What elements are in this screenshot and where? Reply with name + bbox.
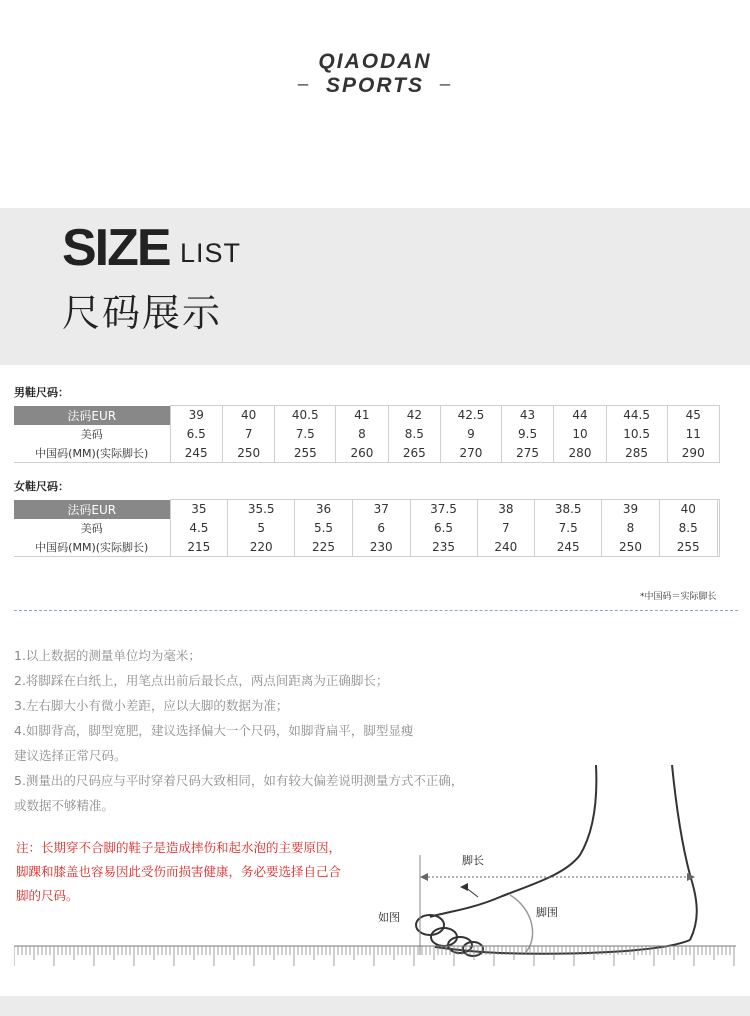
brand-line2: SPORTS [326,74,424,97]
women-size-cell: 4.5 [170,519,228,538]
men-size-cell: 10.5 [606,425,667,444]
foot-girth-label: 脚围 [536,906,558,919]
women-size-row-header: 美码 [80,522,103,535]
men-size-cell: 43 [501,406,553,425]
women-size-row-header: 中国码(MM)(实际脚长) [14,538,170,557]
women-size-cell: 250 [602,538,660,557]
men-size-cell: 45 [667,406,719,425]
men-size-cell: 6.5 [170,425,222,444]
men-size-label: 男鞋尺码： [14,386,69,399]
men-size-row-header: 中国码(MM)(实际脚长) [14,444,170,463]
women-size-cell: 7 [477,519,535,538]
women-size-cell: 37 [352,500,410,519]
women-size-cell: 245 [535,538,602,557]
women-size-cell: 225 [295,538,353,557]
men-size-cell: 39 [170,406,222,425]
men-size-cell: 260 [336,444,388,463]
men-size-cell: 285 [606,444,667,463]
women-size-cell: 255 [659,538,717,557]
size-title: SIZE [62,219,170,277]
women-size-cell: 6 [352,519,410,538]
men-size-cell: 10 [554,425,606,444]
women-size-row [14,538,720,557]
note-line: 建议选择正常尺码。 [14,748,127,763]
men-size-cell: 9.5 [501,425,553,444]
women-size-cell: 7.5 [535,519,602,538]
men-size-cell: 40 [222,406,274,425]
women-size-cell [717,519,719,538]
size-title-cn: 尺码展示 [62,291,223,335]
foot-length-label: 脚长 [462,854,484,867]
ruler [14,944,736,976]
women-size-cell: 6.5 [410,519,477,538]
women-size-cell: 40 [659,500,717,519]
men-size-cell: 290 [667,444,719,463]
brand-dash-right: _ [440,66,451,86]
men-size-cell: 245 [170,444,222,463]
men-size-cell: 8.5 [388,425,440,444]
women-size-cell: 35 [170,500,228,519]
women-size-cell: 38.5 [535,500,602,519]
women-size-cell: 8.5 [659,519,717,538]
women-size-cell: 8 [602,519,660,538]
as-shown-label: 如图 [378,911,400,924]
women-size-cell: 36 [295,500,353,519]
women-size-label: 女鞋尺码： [14,480,69,493]
brand-logo [300,50,450,98]
men-size-cell: 9 [441,425,502,444]
men-size-cell: 41 [336,406,388,425]
men-size-cell: 265 [388,444,440,463]
men-size-cell: 42.5 [441,406,502,425]
women-size-cell: 235 [410,538,477,557]
men-size-row [14,444,720,463]
brand-line1: QIAODAN [318,50,432,73]
women-size-row [14,519,720,538]
note-line: 2.将脚踩在白纸上，用笔点出前后最长点，两点间距离为正确脚长； [14,673,389,688]
men-size-row [14,406,720,425]
brand-dash-left: _ [298,66,309,86]
men-size-cell: 255 [275,444,336,463]
men-size-cell: 8 [336,425,388,444]
note-line: 3.左右脚大小有微小差距，应以大脚的数据为准； [14,698,289,713]
women-size-cell: 5 [228,519,295,538]
women-size-cell: 5.5 [295,519,353,538]
size-list-banner [0,208,750,365]
men-size-cell: 7.5 [275,425,336,444]
size-subtitle: LIST [180,238,242,268]
women-size-row [14,500,720,519]
note-line: 4.如脚背高，脚型宽肥，建议选择偏大一个尺码，如脚背扁平，脚型显瘦 [14,723,414,738]
women-size-cell [717,500,719,519]
men-size-table [14,405,720,463]
women-size-cell: 37.5 [410,500,477,519]
men-size-cell: 280 [554,444,606,463]
men-size-cell: 42 [388,406,440,425]
women-size-cell: 35.5 [228,500,295,519]
men-size-cell: 250 [222,444,274,463]
note-line: 5.测量出的尺码应与平时穿着尺码大致相同，如有较大偏差说明测量方式不正确， [14,773,464,788]
men-size-row [14,425,720,444]
men-size-cell: 44 [554,406,606,425]
men-size-row-header: 美码 [80,428,103,441]
men-size-cell: 7 [222,425,274,444]
men-size-cell: 11 [667,425,719,444]
women-size-table [14,499,720,557]
bottom-band [0,996,750,1016]
women-size-cell: 230 [352,538,410,557]
women-size-row-header: 法码EUR [14,500,170,519]
men-size-cell: 40.5 [275,406,336,425]
men-size-cell: 275 [501,444,553,463]
women-size-cell: 240 [477,538,535,557]
men-size-row-header: 法码EUR [14,406,170,425]
note-line: 或数据不够精准。 [14,798,115,813]
women-size-cell [717,538,719,557]
women-size-cell: 215 [170,538,228,557]
men-size-cell: 270 [441,444,502,463]
china-size-note: *中国码＝实际脚长 [640,592,717,602]
warning-text: 注：长期穿不合脚的鞋子是造成摔伤和起水泡的主要原因，脚踝和膝盖也容易因此受伤而损害健康，务必要选择自己合脚的尺码。 [16,840,342,903]
women-size-cell: 39 [602,500,660,519]
women-size-cell: 38 [477,500,535,519]
brand-header [0,0,750,208]
men-size-cell: 44.5 [606,406,667,425]
women-size-cell: 220 [228,538,295,557]
dashed-divider [14,610,738,611]
note-line: 1.以上数据的测量单位均为毫米； [14,648,201,663]
